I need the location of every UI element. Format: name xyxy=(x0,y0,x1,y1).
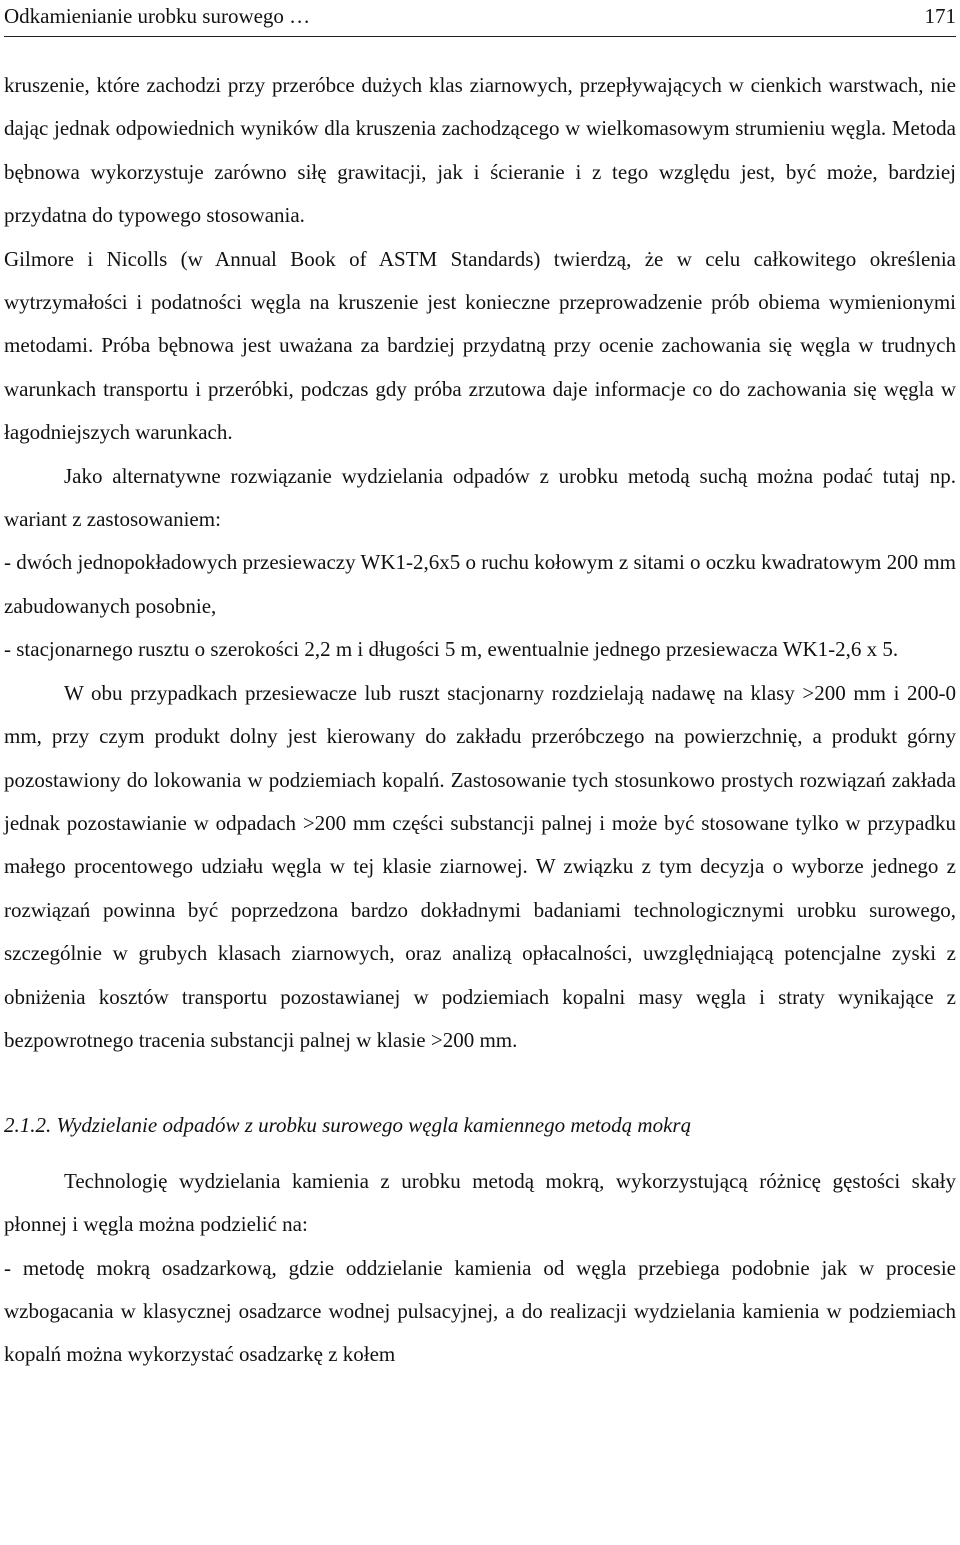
paragraph-both-cases: W obu przypadkach przesiewacze lub ruszt stacjonarny rozdzielają nadawę na klasy >200 mm i 200-0 mm, przy czym produkt dolny jest kierowany do zakładu przeróbczego na powierzchnię, a produkt górny pozostawiony do lokowania w podziemiach kopalń. Zastosowanie tych stosunkowo prostych rozwiązań zakłada jednak pozostawianie w odpadach >200 mm części substancji palnej i może być stosowane tylko w przypadku małego procentowego udziału węgla w tej klasie ziarnowej. W związku z tym decyzja o wyborze jednego z rozwiązań powinna być poprzedzona bardzo dokładnymi badaniami technologicznymi urobku surowego, szczególnie w grubych klasach ziarnowych, oraz analizą opłacalności, uwzględniającą potencjalne zyski z obniżenia kosztów transportu pozostawianej w podziemiach kopalni masy węgla i straty wynikające z bezpowrotnego tracenia substancji palnej w klasie >200 mm. xyxy=(4,680,956,1052)
list-item-screens: - dwóch jednopokładowych przesiewaczy WK1-2,6x5 o ruchu kołowym z sitami o oczku kwadratowym 200 mm zabudowanych posobnie, xyxy=(4,550,956,618)
list-item-grate: - stacjonarnego rusztu o szerokości 2,2 m i długości 5 m, ewentualnie jednego przesiewacza WK1-2,6 x 5. xyxy=(4,637,899,662)
document-body xyxy=(4,64,956,1377)
list-item-jig: - metodę mokrą osadzarkową, gdzie oddzielanie kamienia od węgla przebiega podobnie jak w procesie wzbogacania w klasycznej osadzarce wodnej pulsacyjnej, a do realizacji wydzielania kamienia w podziemiach kopalń można wykorzystać osadzarkę z kołem xyxy=(4,1255,956,1367)
paragraph-alternative: Jako alternatywne rozwiązanie wydzielania odpadów z urobku metodą suchą można podać tutaj np. wariant z zastosowaniem: xyxy=(4,463,956,532)
paragraph-continuation: kruszenie, które zachodzi przy przeróbce dużych klas ziarnowych, przepływających w cienkich warstwach, nie dając jednak odpowiednich wyników dla kruszenia zachodzącego w wielkomasowym strumieniu węgla. Metoda bębnowa wykorzystuje zarówno siłę grawitacji, jak i ścieranie i z tego względu jest, być może, bardziej przydatna do typowego stosowania. xyxy=(4,73,956,228)
paragraph-wet-method: Technologię wydzielania kamienia z urobku metodą mokrą, wykorzystującą różnicę gęstości skały płonnej i węgla można podzielić na: xyxy=(4,1168,956,1237)
page-number: 171 xyxy=(924,4,956,28)
section-heading: 2.1.2. Wydzielanie odpadów z urobku surowego węgla kamiennego metodą mokrą xyxy=(4,1113,692,1138)
running-title: Odkamienianie urobku surowego … xyxy=(4,4,311,28)
paragraph-gilmore: Gilmore i Nicolls (w Annual Book of ASTM Standards) twierdzą, że w celu całkowitego określenia wytrzymałości i podatności węgla na kruszenie jest konieczne przeprowadzenie prób obiema wymienionymi metodami. Próba bębnowa jest uważana za bardziej przydatną przy ocenie zachowania się węgla w trudnych warunkach transportu i przeróbki, podczas gdy próba zrzutowa daje informacje co do zachowania się węgla w łagodniejszych warunkach. xyxy=(4,246,956,445)
page-header xyxy=(4,0,956,37)
